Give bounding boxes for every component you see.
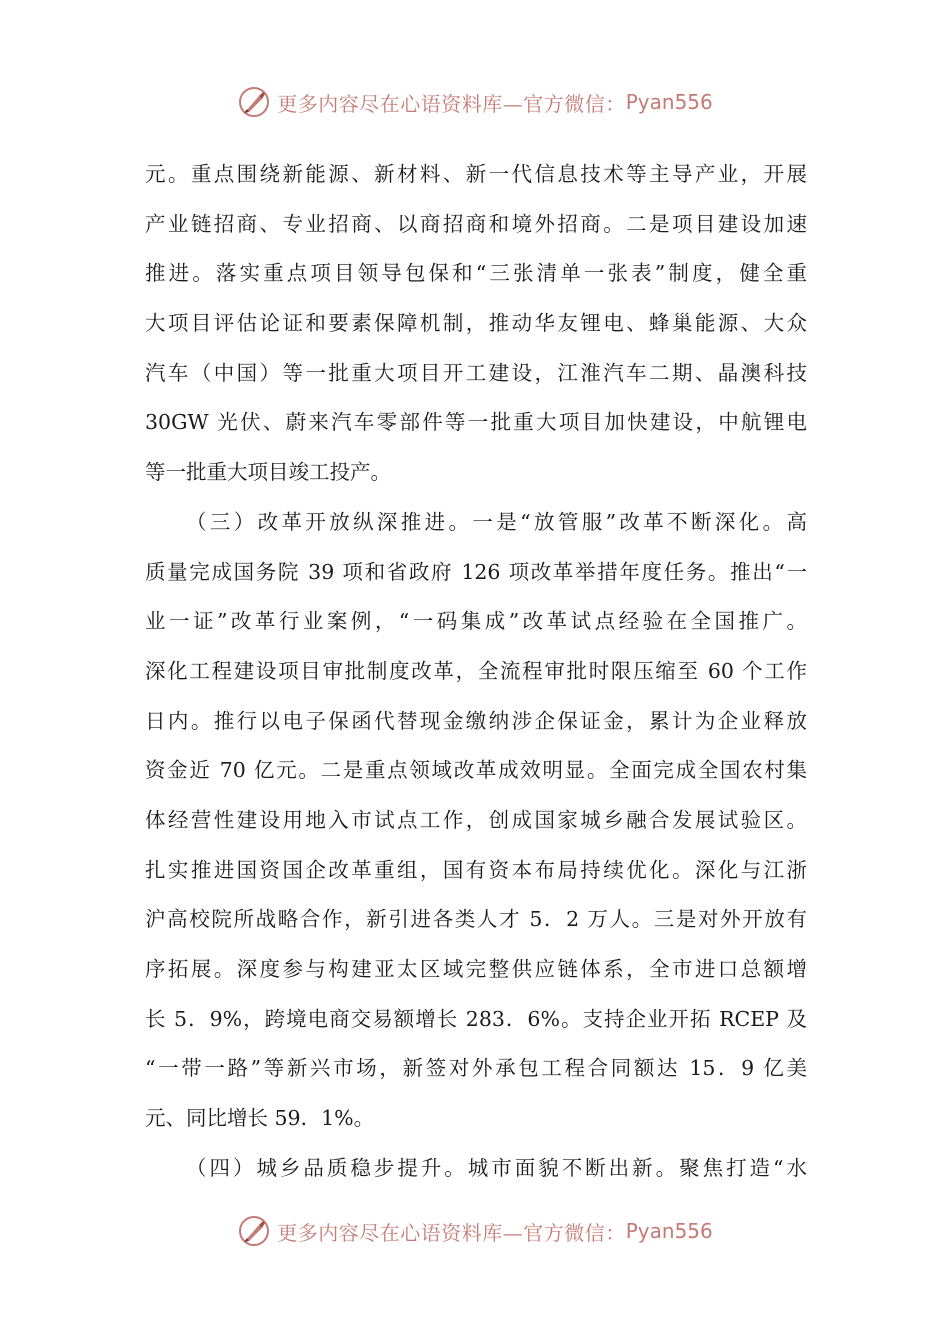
text-line: 沪高校院所战略合作，新引进各类人才 5．2 万人。三是对外开放有 — [145, 907, 807, 932]
text-line: 业一证”改革行业案例，“一码集成”改革试点经验在全国推广。 — [145, 609, 807, 634]
text-line: 30GW 光伏、蔚来汽车零部件等一批重大项目加快建设，中航锂电 — [145, 410, 807, 435]
text-line: 体经营性建设用地入市试点工作，创成国家城乡融合发展试验区。 — [145, 807, 807, 832]
text-line: （四）城乡品质稳步提升。城市面貌不断出新。聚焦打造“水 — [186, 1155, 807, 1180]
text-line: 序拓展。深度参与构建亚太区域完整供应链体系，全市进口总额增 — [145, 957, 807, 981]
banner-text: 更多内容尽在心语资料库—官方微信： — [277, 1220, 626, 1245]
text-line: 大项目评估论证和要素保障机制，推动华友锂电、蜂巢能源、大众 — [145, 311, 807, 336]
wechat-id: Pyan556 — [625, 90, 713, 114]
header-banner — [0, 82, 950, 122]
wechat-id: Pyan556 — [625, 1219, 713, 1243]
text-line: 扎实推进国资国企改革重组，国有资本布局持续优化。深化与江浙 — [145, 857, 807, 882]
text-line: （三）改革开放纵深推进。一是“放管服”改革不断深化。高 — [186, 509, 807, 534]
text-line: 深化工程建设项目审批制度改革，全流程审批时限压缩至 60 个工作 — [145, 658, 807, 683]
text-line: 元。重点围绕新能源、新材料、新一代信息技术等主导产业，开展 — [145, 162, 807, 186]
text-line: 长 5．9%，跨境电商交易额增长 283．6%。支持企业开拓 RCEP 及 — [145, 1006, 807, 1031]
document-body — [145, 150, 807, 1193]
text-line: 推进。落实重点项目领导包保和“三张清单一张表”制度，健全重 — [145, 261, 807, 286]
text-line: 汽车（中国）等一批重大项目开工建设，江淮汽车二期、晶澳科技 — [145, 360, 807, 385]
pen-nib-icon — [237, 85, 271, 119]
text-line: 日内。推行以电子保函代替现金缴纳涉企保证金，累计为企业释放 — [145, 708, 807, 733]
text-line: 产业链招商、专业招商、以商招商和境外招商。二是项目建设加速 — [145, 211, 807, 236]
footer-banner — [0, 1211, 950, 1251]
text-line: 质量完成国务院 39 项和省政府 126 项改革举措年度任务。推出“一 — [145, 559, 807, 584]
text-line: 等一批重大项目竣工投产。 — [145, 460, 391, 485]
text-line: “一带一路”等新兴市场，新签对外承包工程合同额达 15．9 亿美 — [145, 1056, 807, 1081]
text-line: 资金近 70 亿元。二是重点领域改革成效明显。全面完成全国农村集 — [145, 758, 807, 783]
pen-nib-icon — [237, 1214, 271, 1248]
text-line: 元、同比增长 59．1%。 — [145, 1106, 375, 1131]
banner-text: 更多内容尽在心语资料库—官方微信： — [277, 91, 626, 116]
